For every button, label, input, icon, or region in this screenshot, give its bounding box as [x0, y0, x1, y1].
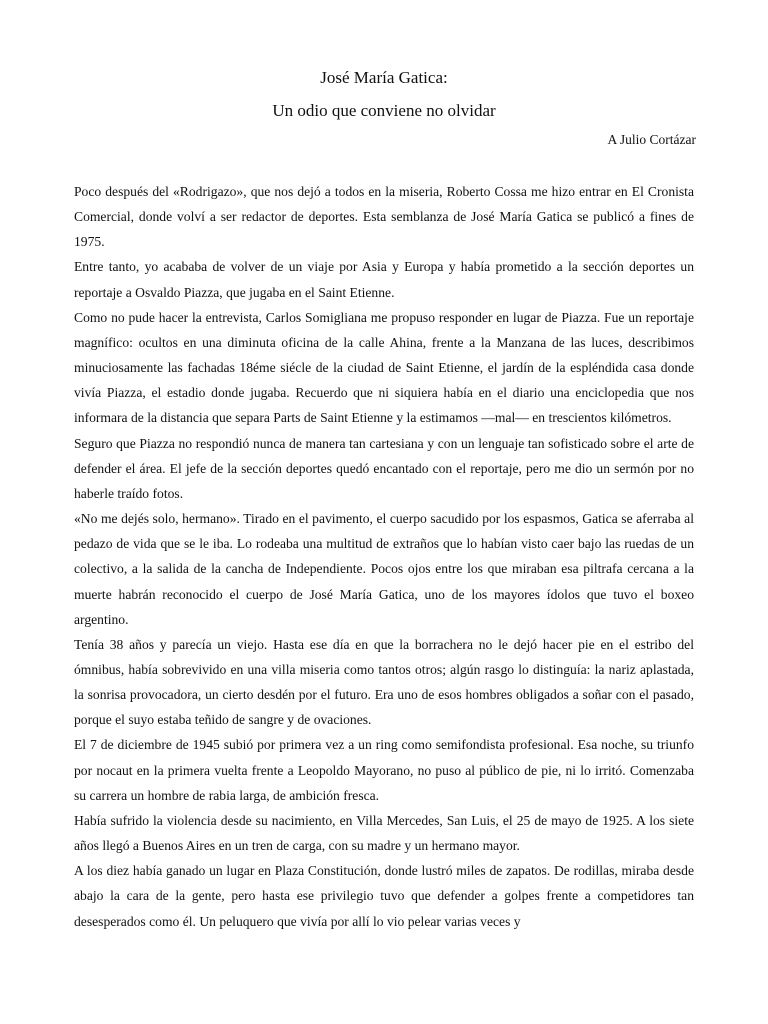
- paragraph: A los diez había ganado un lugar en Plaza Constitución, donde lustró miles de zapatos. De rodillas, miraba desde abajo la cara de la gente, pero hasta ese privilegio tuvo que defender a golpes frente a competidores tan desesperados como él. Un peluquero que vivía por allí lo vio pelear varias veces y: [74, 863, 694, 929]
- paragraph: Seguro que Piazza no respondió nunca de manera tan cartesiana y con un lenguaje tan sofisticado sobre el arte de defender el área. El jefe de la sección deportes quedó encantado con el reportaje, pero me dio un sermón por no haberle traído fotos.: [74, 435, 694, 501]
- paragraph: Entre tanto, yo acababa de volver de un viaje por Asia y Europa y había prometido a la sección deportes un reportaje a Osvaldo Piazza, que jugaba en el Saint Etienne.: [74, 259, 694, 300]
- title-line-1: José María Gatica:: [320, 68, 448, 87]
- paragraph: El 7 de diciembre de 1945 subió por primera vez a un ring como semifondista profesional. Esa noche, su triunfo por nocaut en la primera vuelta frente a Leopoldo Mayorano, no puso al público de pie, ni lo irritó. Comenzaba su carrera un hombre de rabia larga, de ambición fresca.: [74, 737, 694, 803]
- paragraph: Tenía 38 años y parecía un viejo. Hasta ese día en que la borrachera no le dejó hacer pie en el estribo del ómnibus, había sobrevivido en una villa miseria como tantos otros; algún rasgo lo distinguía: la nariz aplastada, la sonrisa provocadora, un cierto desdén por el futuro. Era uno de esos hombres obligados a soñar con el pasado, porque el suyo estaba teñido de sangre y de ovaciones.: [74, 636, 694, 728]
- paragraph: Poco después del «Rodrigazo», que nos dejó a todos en la miseria, Roberto Cossa me hizo entrar en El Cronista Comercial, donde volví a ser redactor de deportes. Esta semblanza de José María Gatica se publicó a fines de 1975.: [74, 184, 694, 250]
- paragraph: «No me dejés solo, hermano». Tirado en el pavimento, el cuerpo sacudido por los espasmos, Gatica se aferraba al pedazo de vida que se le iba. Lo rodeaba una multitud de extraños que lo habían visto caer bajo las ruedas de un colectivo, a la salida de la cancha de Independiente. Pocos ojos entre los que miraban esa piltrafa cercana a la muerte habrán reconocido el cuerpo de José María Gatica, uno de los mayores ídolos que tuvo el boxeo argentino.: [74, 511, 694, 627]
- paragraph: Había sufrido la violencia desde su nacimiento, en Villa Mercedes, San Luis, el 25 de mayo de 1925. A los siete años llegó a Buenos Aires en un tren de carga, con su madre y un hermano mayor.: [74, 812, 694, 854]
- title-line-2: Un odio que conviene no olvidar: [272, 101, 496, 120]
- dedication: A Julio Cortázar: [607, 132, 696, 147]
- document-body: [74, 179, 694, 934]
- paragraph: Como no pude hacer la entrevista, Carlos Somigliana me propuso responder en lugar de Piazza. Fue un reportaje magnífico: ocultos en una diminuta oficina de la calle Ahina, frente a la Manzana de las luces, describimos minuciosamente las fachadas 18éme siécle de la ciudad de Saint Etienne, el jardín de la espléndida casa donde vivía Piazza, el estadio donde jugaba. Recuerdo que ni siquiera había en el diario una enciclopedia que nos informara de la distancia que separa Parts de Saint Etienne y la estimamos —mal— en trescientos kilómetros.: [74, 309, 694, 426]
